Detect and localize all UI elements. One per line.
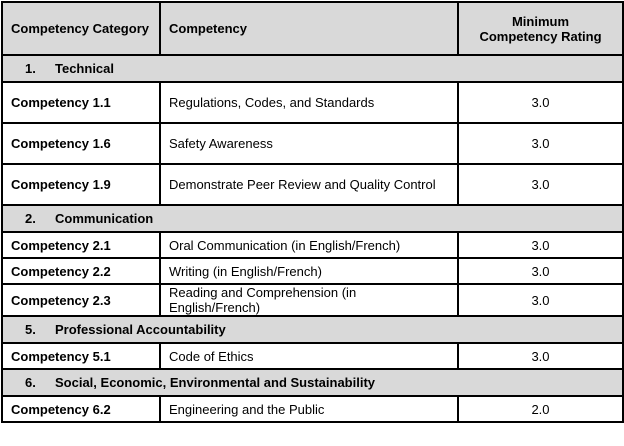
competency-id: Competency 5.1 bbox=[2, 343, 160, 369]
minimum-rating: 3.0 bbox=[458, 164, 623, 205]
competency-name: Oral Communication (in English/French) bbox=[160, 232, 458, 258]
minimum-rating: 3.0 bbox=[458, 232, 623, 258]
section-title: Professional Accountability bbox=[55, 322, 226, 337]
competency-table bbox=[1, 1, 624, 423]
competency-name: Engineering and the Public bbox=[160, 396, 458, 422]
table-row bbox=[2, 258, 623, 284]
section-heading bbox=[2, 55, 623, 82]
minimum-rating: 3.0 bbox=[458, 123, 623, 164]
competency-name: Code of Ethics bbox=[160, 343, 458, 369]
competency-name: Demonstrate Peer Review and Quality Control bbox=[160, 164, 458, 205]
header-competency: Competency bbox=[160, 2, 458, 55]
table-row bbox=[2, 123, 623, 164]
minimum-rating: 3.0 bbox=[458, 284, 623, 316]
competency-name: Reading and Comprehension (in English/French) bbox=[160, 284, 458, 316]
section-number: 6. bbox=[25, 375, 36, 390]
section-heading bbox=[2, 369, 623, 396]
table-row bbox=[2, 232, 623, 258]
section-number: 2. bbox=[25, 211, 36, 226]
competency-name: Safety Awareness bbox=[160, 123, 458, 164]
minimum-rating: 2.0 bbox=[458, 396, 623, 422]
table-row bbox=[2, 343, 623, 369]
competency-id: Competency 1.9 bbox=[2, 164, 160, 205]
table-row bbox=[2, 82, 623, 123]
header-minimum-rating bbox=[458, 2, 623, 55]
section-row bbox=[2, 55, 623, 82]
header-rating-line1: Minimum bbox=[511, 13, 570, 29]
competency-id: Competency 1.6 bbox=[2, 123, 160, 164]
minimum-rating: 3.0 bbox=[458, 258, 623, 284]
section-row bbox=[2, 316, 623, 343]
section-title: Technical bbox=[55, 61, 115, 76]
section-title: Social, Economic, Environmental and Sustainability bbox=[55, 375, 376, 390]
section-heading bbox=[2, 205, 623, 232]
competency-name: Regulations, Codes, and Standards bbox=[160, 82, 458, 123]
competency-name: Writing (in English/French) bbox=[160, 258, 458, 284]
section-number: 5. bbox=[25, 322, 36, 337]
table-header-row bbox=[2, 2, 623, 55]
competency-id: Competency 1.1 bbox=[2, 82, 160, 123]
minimum-rating: 3.0 bbox=[458, 343, 623, 369]
section-heading bbox=[2, 316, 623, 343]
section-row bbox=[2, 205, 623, 232]
competency-id: Competency 6.2 bbox=[2, 396, 160, 422]
minimum-rating: 3.0 bbox=[458, 82, 623, 123]
section-row bbox=[2, 369, 623, 396]
table-row bbox=[2, 164, 623, 205]
table-row bbox=[2, 396, 623, 422]
header-competency-category: Competency Category bbox=[2, 2, 160, 55]
header-rating-line2: Competency Rating bbox=[479, 28, 602, 44]
competency-id: Competency 2.3 bbox=[2, 284, 160, 316]
section-title: Communication bbox=[55, 211, 154, 226]
table-row bbox=[2, 284, 623, 316]
competency-id: Competency 2.2 bbox=[2, 258, 160, 284]
competency-id: Competency 2.1 bbox=[2, 232, 160, 258]
section-number: 1. bbox=[25, 61, 36, 76]
